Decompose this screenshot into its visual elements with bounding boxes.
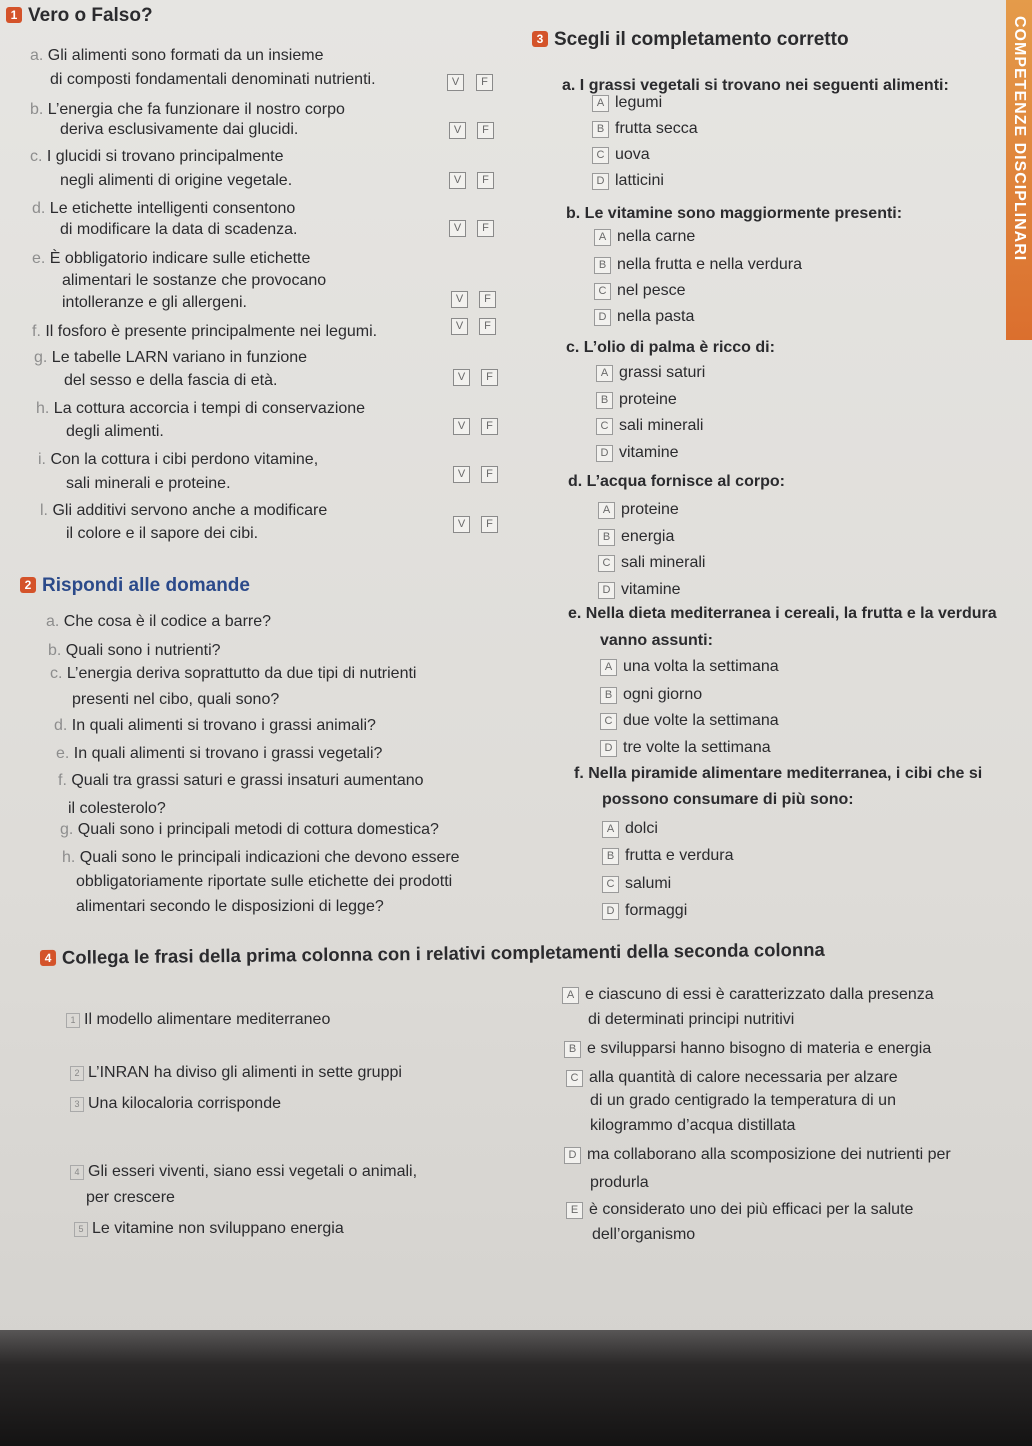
choice-question-e-line2: vanno assunti: <box>600 632 713 649</box>
section-1-number: 1 <box>6 7 22 23</box>
option-d-B[interactable]: B energia <box>598 527 674 547</box>
choice-question-f-line2: possono consumare di più sono: <box>602 791 854 808</box>
option-b-A[interactable]: A nella carne <box>594 227 695 247</box>
question-d: d. In quali alimenti si trovano i grassi animali? <box>54 717 376 734</box>
vf-i-false-box[interactable]: F <box>481 466 498 483</box>
option-c-A[interactable]: A grassi saturi <box>596 363 705 383</box>
match-right-B-line1[interactable]: B e svilupparsi hanno bisogno di materia e energia <box>564 1039 931 1059</box>
match-right-C-line2: di un grado centigrado la temperatura di un <box>590 1092 896 1109</box>
vf-item-a-line2: di composti fondamentali denominati nutrienti. <box>50 71 376 88</box>
vf-item-i-line2: sali minerali e proteine. <box>66 475 231 492</box>
vf-f-false-box[interactable]: F <box>479 318 496 335</box>
photo-background-edge <box>0 1330 1032 1446</box>
choice-question-b: b. Le vitamine sono maggiormente presenti: <box>566 205 903 222</box>
section-3-number: 3 <box>532 31 548 47</box>
match-right-D-line2: produrla <box>590 1174 649 1191</box>
vf-e-false-box[interactable]: F <box>479 291 496 308</box>
vf-item-d-line2: di modificare la data di scadenza. <box>60 221 298 238</box>
choice-question-e-line1: e. Nella dieta mediterranea i cereali, la frutta e la verdura <box>568 605 997 622</box>
option-b-D[interactable]: D nella pasta <box>594 307 694 327</box>
question-e: e. In quali alimenti si trovano i grassi vegetali? <box>56 745 383 762</box>
section-4-number: 4 <box>40 950 56 966</box>
vf-f-true-box[interactable]: V <box>451 318 468 335</box>
vf-l-false-box[interactable]: F <box>481 516 498 533</box>
vf-item-e-line1: e. È obbligatorio indicare sulle etichette <box>32 250 311 267</box>
section-1-title <box>6 6 153 26</box>
option-d-D[interactable]: D vitamine <box>598 580 681 600</box>
question-f-line1: f. Quali tra grassi saturi e grassi insaturi aumentano <box>58 772 424 789</box>
question-h-line1: h. Quali sono le principali indicazioni che devono essere <box>62 849 460 866</box>
option-b-B[interactable]: B nella frutta e nella verdura <box>594 255 802 275</box>
vf-item-l-line2: il colore e il sapore dei cibi. <box>66 525 259 542</box>
match-left-4-line2: per crescere <box>86 1189 175 1206</box>
question-c-line1: c. L’energia deriva soprattutto da due tipi di nutrienti <box>50 665 417 682</box>
vf-item-g-line1: g. Le tabelle LARN variano in funzione <box>34 349 308 366</box>
match-right-C-line1[interactable]: C alla quantità di calore necessaria per alzare <box>566 1068 898 1088</box>
question-b: b. Quali sono i nutrienti? <box>48 642 221 659</box>
vf-item-l-line1: l. Gli additivi servono anche a modificare <box>40 502 328 519</box>
vf-item-b-line2: deriva esclusivamente dai glucidi. <box>60 121 299 138</box>
match-right-A-line2: di determinati principi nutritivi <box>588 1011 795 1028</box>
option-a-B[interactable]: B frutta secca <box>592 119 698 139</box>
match-right-A-line1[interactable]: A e ciascuno di essi è caratterizzato dalla presenza <box>562 985 934 1005</box>
question-g: g. Quali sono i principali metodi di cottura domestica? <box>60 821 439 838</box>
vf-item-a-line1: a. Gli alimenti sono formati da un insieme <box>30 47 324 64</box>
vf-item-f-line1: f. Il fosforo è presente principalmente nei legumi. <box>32 323 378 340</box>
match-left-3: 3 Una kilocaloria corrisponde <box>70 1094 281 1114</box>
match-right-C-line3: kilogrammo d’acqua distillata <box>590 1117 796 1134</box>
section-2-title <box>20 576 250 596</box>
vf-c-true-box[interactable]: V <box>449 172 466 189</box>
match-right-E-line1[interactable]: E è considerato uno dei più efficaci per la salute <box>566 1200 913 1220</box>
option-b-C[interactable]: C nel pesce <box>594 281 686 301</box>
option-f-A[interactable]: A dolci <box>602 819 658 839</box>
option-c-B[interactable]: B proteine <box>596 390 677 410</box>
match-right-D-line1[interactable]: D ma collaborano alla scomposizione dei nutrienti per <box>564 1145 951 1165</box>
option-e-C[interactable]: C due volte la settimana <box>600 711 779 731</box>
vf-g-false-box[interactable]: F <box>481 369 498 386</box>
option-d-A[interactable]: A proteine <box>598 500 679 520</box>
vf-b-true-box[interactable]: V <box>449 122 466 139</box>
vf-b-false-box[interactable]: F <box>477 122 494 139</box>
question-a: a. Che cosa è il codice a barre? <box>46 613 272 630</box>
section-1-title-text: Vero o Falso? <box>28 5 153 26</box>
match-right-E-line2: dell’organismo <box>592 1226 696 1243</box>
vf-item-e-line3: intolleranze e gli allergeni. <box>62 294 247 311</box>
option-d-C[interactable]: C sali minerali <box>598 553 705 573</box>
vf-item-g-line2: del sesso e della fascia di età. <box>64 372 278 389</box>
choice-question-c: c. L’olio di palma è ricco di: <box>566 339 775 356</box>
match-left-1: 1 Il modello alimentare mediterraneo <box>66 1010 330 1030</box>
section-3-title-text: Scegli il completamento corretto <box>554 29 849 50</box>
section-4-title-text: Collega le frasi della prima colonna con i relativi completamenti della seconda colonna <box>61 938 825 968</box>
vf-item-c-line2: negli alimenti di origine vegetale. <box>60 172 293 189</box>
option-f-B[interactable]: B frutta e verdura <box>602 846 734 866</box>
option-a-A[interactable]: A legumi <box>592 93 662 113</box>
question-h-line3: alimentari secondo le disposizioni di legge? <box>76 898 384 915</box>
choice-question-a: a. I grassi vegetali si trovano nei seguenti alimenti: <box>562 77 949 94</box>
section-3-title <box>532 30 849 50</box>
vf-item-c-line1: c. I glucidi si trovano principalmente <box>30 148 284 165</box>
vf-a-false-box[interactable]: F <box>476 74 493 91</box>
option-e-B[interactable]: B ogni giorno <box>600 685 702 705</box>
vf-item-h-line2: degli alimenti. <box>66 423 164 440</box>
question-h-line2: obbligatoriamente riportate sulle etichette dei prodotti <box>76 873 453 890</box>
vf-g-true-box[interactable]: V <box>453 369 470 386</box>
sidebar-label: COMPETENZE DISCIPLINARI <box>1011 16 1028 262</box>
section-4-title <box>40 940 825 968</box>
match-left-2: 2 L’INRAN ha diviso gli alimenti in sette gruppi <box>70 1063 402 1083</box>
option-a-D[interactable]: D latticini <box>592 171 664 191</box>
option-c-C[interactable]: C sali minerali <box>596 416 703 436</box>
vf-item-d-line1: d. Le etichette intelligenti consentono <box>32 200 296 217</box>
option-e-A[interactable]: A una volta la settimana <box>600 657 779 677</box>
vf-d-false-box[interactable]: F <box>477 220 494 237</box>
match-left-5: 5 Le vitamine non sviluppano energia <box>74 1219 344 1239</box>
section-2-title-text: Rispondi alle domande <box>42 575 250 596</box>
vf-l-true-box[interactable]: V <box>453 516 470 533</box>
section-2-number: 2 <box>20 577 36 593</box>
vf-item-e-line2: alimentari le sostanze che provocano <box>62 272 327 289</box>
option-e-D[interactable]: D tre volte la settimana <box>600 738 771 758</box>
vf-a-true-box[interactable]: V <box>447 74 464 91</box>
vf-d-true-box[interactable]: V <box>449 220 466 237</box>
vf-item-h-line1: h. La cottura accorcia i tempi di conservazione <box>36 400 366 417</box>
question-f-line2: il colesterolo? <box>68 800 166 817</box>
vf-c-false-box[interactable]: F <box>477 172 494 189</box>
choice-question-f-line1: f. Nella piramide alimentare mediterranea, i cibi che si <box>574 765 983 782</box>
vf-item-b-line1: b. L’energia che fa funzionare il nostro corpo <box>30 101 345 118</box>
question-c-line2: presenti nel cibo, quali sono? <box>72 691 280 708</box>
vf-e-true-box[interactable]: V <box>451 291 468 308</box>
option-f-D[interactable]: D formaggi <box>602 901 687 921</box>
vf-h-true-box[interactable]: V <box>453 418 470 435</box>
vf-h-false-box[interactable]: F <box>481 418 498 435</box>
vf-item-i-line1: i. Con la cottura i cibi perdono vitamine, <box>38 451 319 468</box>
choice-question-d: d. L’acqua fornisce al corpo: <box>568 473 785 490</box>
vf-i-true-box[interactable]: V <box>453 466 470 483</box>
option-a-C[interactable]: C uova <box>592 145 650 165</box>
match-left-4-line1: 4 Gli esseri viventi, siano essi vegetali o animali, <box>70 1162 417 1182</box>
option-f-C[interactable]: C salumi <box>602 874 671 894</box>
option-c-D[interactable]: D vitamine <box>596 443 679 463</box>
